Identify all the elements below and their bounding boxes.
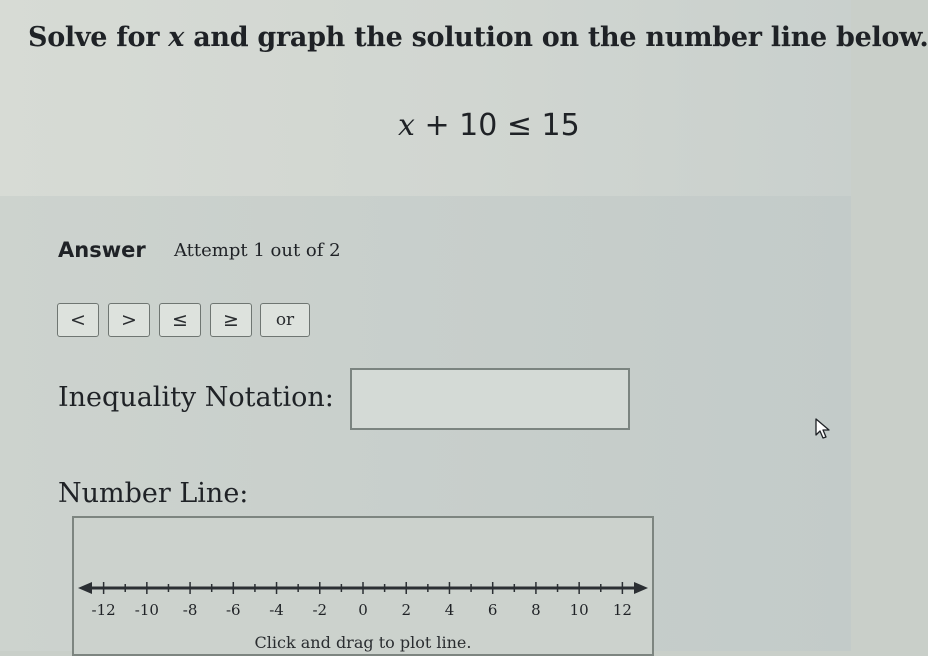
inequality-notation-label: Inequality Notation: xyxy=(58,382,334,413)
number-line-label: Number Line: xyxy=(58,478,249,509)
question-suffix: and graph the solution on the number line below. xyxy=(184,22,928,53)
or-button[interactable]: or xyxy=(260,303,310,337)
tick-label: 8 xyxy=(531,601,541,619)
tick-label: -12 xyxy=(91,601,116,619)
tick-label: -6 xyxy=(225,601,241,619)
less-or-equal-button[interactable]: ≤ xyxy=(159,303,201,337)
attempt-counter: Attempt 1 out of 2 xyxy=(174,240,341,261)
tick-label: 0 xyxy=(358,601,368,619)
inequality-equation xyxy=(398,108,580,143)
tick-label: 4 xyxy=(444,601,455,619)
number-line-panel[interactable] xyxy=(72,516,654,656)
tick-label: 6 xyxy=(487,601,498,619)
tick-label: 12 xyxy=(612,601,632,619)
tick-label: 2 xyxy=(401,601,412,619)
tick-label: -8 xyxy=(182,601,198,619)
greater-or-equal-button[interactable]: ≥ xyxy=(210,303,252,337)
right-arrow-icon xyxy=(634,582,648,594)
left-arrow-icon xyxy=(78,582,92,594)
tick-label: 10 xyxy=(569,601,589,619)
question-variable: x xyxy=(168,22,185,53)
tick-label: -10 xyxy=(134,601,159,619)
mouse-cursor-icon xyxy=(814,418,834,440)
tick-label: -2 xyxy=(312,601,328,619)
greater-than-button[interactable]: > xyxy=(108,303,150,337)
plot-hint: Click and drag to plot line. xyxy=(254,633,472,652)
less-than-button[interactable]: < xyxy=(57,303,99,337)
tick-label: -4 xyxy=(269,601,284,619)
question-prefix: Solve for xyxy=(28,22,169,53)
answer-heading: Answer xyxy=(58,238,146,262)
inequality-notation-input[interactable] xyxy=(350,368,630,430)
equation-rest: + 10 ≤ 15 xyxy=(414,108,580,143)
question-text xyxy=(28,22,928,53)
equation-variable: x xyxy=(398,108,415,143)
